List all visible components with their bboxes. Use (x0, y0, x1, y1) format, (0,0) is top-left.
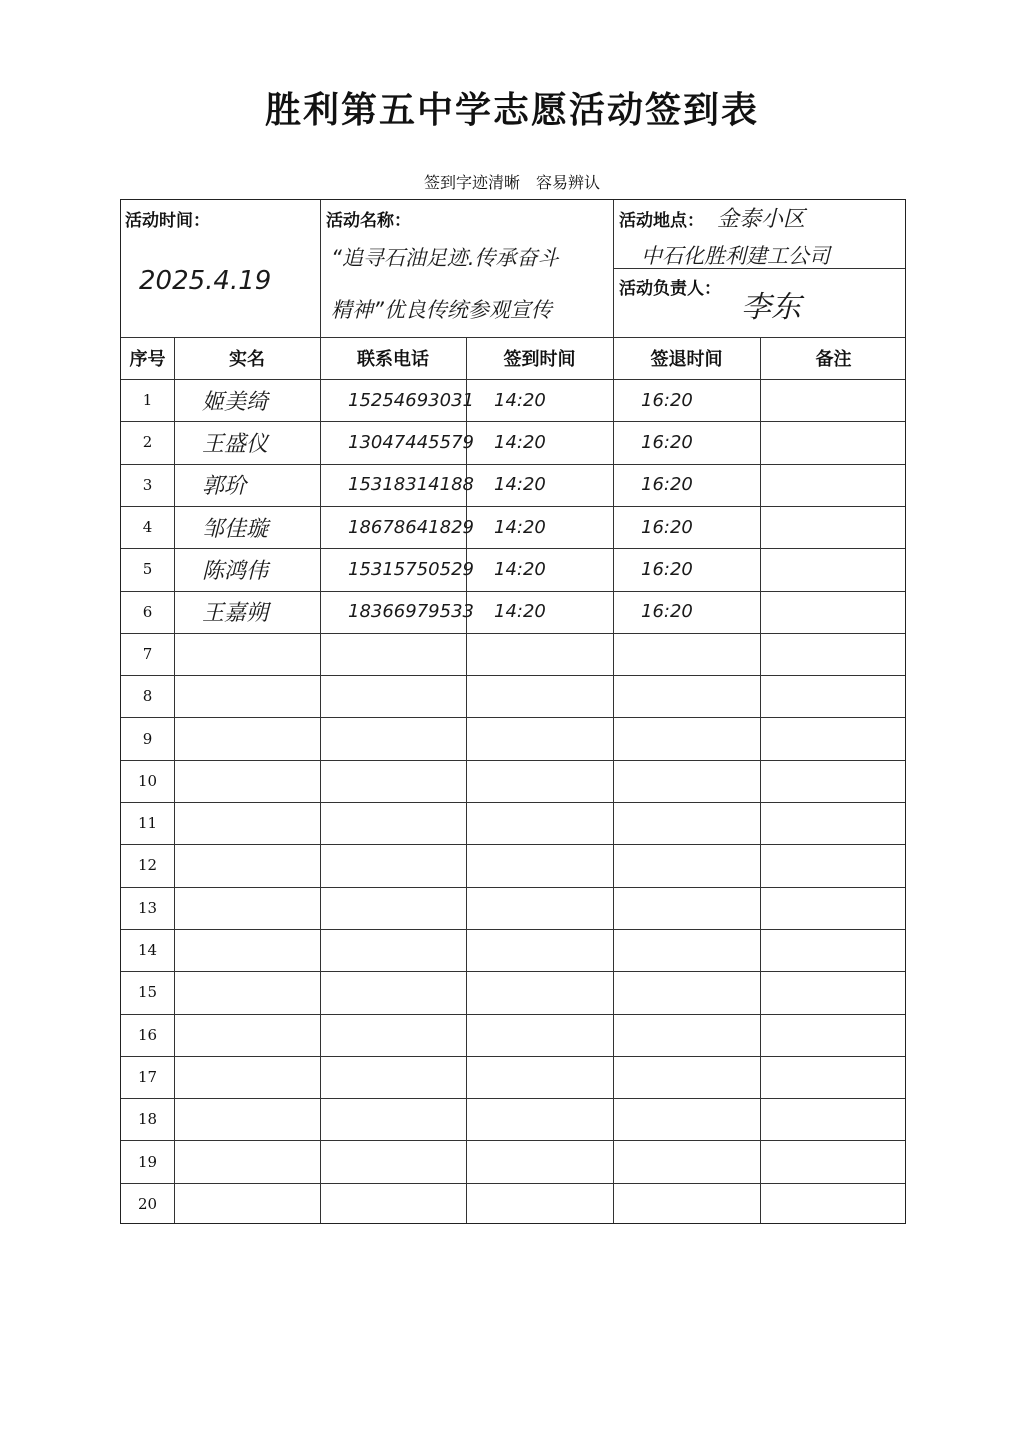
row-2-note[interactable] (760, 421, 907, 463)
row-11-phone[interactable] (320, 802, 466, 844)
row-12-checkout[interactable] (613, 844, 760, 886)
row-16-name[interactable] (174, 1014, 320, 1056)
activity-name-value-line2: 精神”优良传统参观宣传 (331, 298, 552, 322)
row-3-checkin[interactable]: 14:20 (494, 474, 546, 496)
row-15-seq: 15 (137, 983, 158, 1002)
row-13-checkout[interactable] (613, 887, 760, 929)
row-7-seq: 7 (142, 644, 153, 663)
row-6-checkout[interactable]: 16:20 (641, 601, 693, 623)
row-5-seq: 5 (142, 560, 153, 579)
row-9-name[interactable] (174, 717, 320, 759)
row-14-checkin[interactable] (466, 929, 613, 971)
row-4-seq: 4 (142, 518, 153, 537)
signin-sheet (120, 199, 906, 1224)
row-17-checkin[interactable] (466, 1056, 613, 1098)
row-11-name[interactable] (174, 802, 320, 844)
row-9-checkout[interactable] (613, 717, 760, 759)
activity-name-value-line1: “追寻石油足迹.传承奋斗 (331, 246, 559, 270)
row-20-checkin[interactable] (466, 1183, 613, 1225)
row-14-note[interactable] (760, 929, 907, 971)
row-10-phone[interactable] (320, 760, 466, 802)
row-20-note[interactable] (760, 1183, 907, 1225)
row-4-note[interactable] (760, 506, 907, 548)
row-10-checkout[interactable] (613, 760, 760, 802)
row-18-note[interactable] (760, 1098, 907, 1140)
row-2-seq: 2 (142, 433, 153, 452)
activity-leader-label: 活动负责人： (619, 279, 721, 299)
row-16-note[interactable] (760, 1014, 907, 1056)
row-5-name[interactable]: 陈鸿伟 (202, 558, 269, 584)
row-14-name[interactable] (174, 929, 320, 971)
column-header-note: 备注 (815, 349, 852, 370)
activity-leader-signature: 李东 (741, 290, 801, 325)
row-5-checkin[interactable]: 14:20 (494, 558, 546, 580)
row-11-seq: 11 (137, 814, 158, 833)
row-3-seq: 3 (142, 475, 153, 494)
row-19-note[interactable] (760, 1140, 907, 1182)
row-8-note[interactable] (760, 675, 907, 717)
row-3-phone[interactable]: 15318314188 (348, 474, 474, 496)
row-19-checkin[interactable] (466, 1140, 613, 1182)
row-16-phone[interactable] (320, 1014, 466, 1056)
row-10-seq: 10 (137, 771, 158, 790)
row-2-checkin[interactable]: 14:20 (494, 431, 546, 453)
row-9-seq: 9 (142, 729, 153, 748)
row-9-checkin[interactable] (466, 717, 613, 759)
column-header-checkin: 签到时间 (503, 349, 576, 370)
info-divider-1 (320, 200, 321, 337)
row-16-checkin[interactable] (466, 1014, 613, 1056)
row-6-checkin[interactable]: 14:20 (494, 601, 546, 623)
row-8-checkout[interactable] (613, 675, 760, 717)
row-1-phone[interactable]: 15254693031 (348, 389, 474, 411)
activity-location-value-line1: 金泰小区 (717, 207, 806, 232)
row-10-name[interactable] (174, 760, 320, 802)
row-17-checkout[interactable] (613, 1056, 760, 1098)
column-header-seq: 序号 (129, 349, 166, 370)
row-15-note[interactable] (760, 971, 907, 1013)
row-10-checkin[interactable] (466, 760, 613, 802)
row-1-checkout[interactable]: 16:20 (641, 389, 693, 411)
row-4-name[interactable]: 邹佳璇 (202, 516, 269, 542)
activity-time-value: 2025.4.19 (139, 266, 272, 296)
row-14-phone[interactable] (320, 929, 466, 971)
row-8-checkin[interactable] (466, 675, 613, 717)
row-7-note[interactable] (760, 633, 907, 675)
row-20-name[interactable] (174, 1183, 320, 1225)
row-4-checkout[interactable]: 16:20 (641, 516, 693, 538)
row-3-name[interactable]: 郭玠 (202, 474, 247, 500)
row-11-checkin[interactable] (466, 802, 613, 844)
row-13-phone[interactable] (320, 887, 466, 929)
row-20-seq: 20 (137, 1194, 158, 1213)
row-15-phone[interactable] (320, 971, 466, 1013)
row-5-note[interactable] (760, 548, 907, 590)
row-3-note[interactable] (760, 464, 907, 506)
row-15-checkin[interactable] (466, 971, 613, 1013)
row-7-checkout[interactable] (613, 633, 760, 675)
row-18-checkout[interactable] (613, 1098, 760, 1140)
row-2-checkout[interactable]: 16:20 (641, 431, 693, 453)
page-title: 胜利第五中学志愿活动签到表 (264, 89, 759, 131)
row-5-phone[interactable]: 15315750529 (348, 558, 474, 580)
row-9-phone[interactable] (320, 717, 466, 759)
row-12-phone[interactable] (320, 844, 466, 886)
row-16-seq: 16 (137, 1025, 158, 1044)
activity-time-label: 活动时间： (125, 211, 210, 231)
row-17-name[interactable] (174, 1056, 320, 1098)
row-20-phone[interactable] (320, 1183, 466, 1225)
row-6-note[interactable] (760, 591, 907, 633)
row-7-checkin[interactable] (466, 633, 613, 675)
row-3-checkout[interactable]: 16:20 (641, 474, 693, 496)
row-11-checkout[interactable] (613, 802, 760, 844)
row-1-seq: 1 (142, 391, 153, 410)
row-13-note[interactable] (760, 887, 907, 929)
activity-location-value-line2: 中石化胜利建工公司 (641, 244, 830, 268)
row-17-seq: 17 (137, 1067, 158, 1086)
activity-name-label: 活动名称： (326, 211, 411, 231)
row-19-seq: 19 (137, 1152, 158, 1171)
row-8-name[interactable] (174, 675, 320, 717)
row-18-name[interactable] (174, 1098, 320, 1140)
row-6-name[interactable]: 王嘉朔 (202, 601, 269, 627)
column-header-checkout: 签退时间 (650, 349, 723, 370)
row-14-seq: 14 (137, 941, 158, 960)
row-12-note[interactable] (760, 844, 907, 886)
row-7-name[interactable] (174, 633, 320, 675)
row-17-note[interactable] (760, 1056, 907, 1098)
row-7-phone[interactable] (320, 633, 466, 675)
page-subtitle: 签到字迹清晰 容易辨认 (423, 173, 600, 192)
row-19-checkout[interactable] (613, 1140, 760, 1182)
row-13-checkin[interactable] (466, 887, 613, 929)
activity-location-label: 活动地点： (619, 211, 704, 231)
row-12-checkin[interactable] (466, 844, 613, 886)
row-13-seq: 13 (137, 898, 158, 917)
row-1-name[interactable]: 姬美绮 (202, 389, 269, 415)
row-8-phone[interactable] (320, 675, 466, 717)
row-1-note[interactable] (760, 379, 907, 421)
row-15-checkout[interactable] (613, 971, 760, 1013)
row-18-seq: 18 (137, 1110, 158, 1129)
row-6-seq: 6 (142, 602, 153, 621)
row-6-phone[interactable]: 18366979533 (348, 601, 474, 623)
row-15-name[interactable] (174, 971, 320, 1013)
row-19-name[interactable] (174, 1140, 320, 1182)
row-10-note[interactable] (760, 760, 907, 802)
row-5-checkout[interactable]: 16:20 (641, 558, 693, 580)
column-header-phone: 联系电话 (357, 349, 429, 370)
row-19-phone[interactable] (320, 1140, 466, 1182)
row-4-checkin[interactable]: 14:20 (494, 516, 546, 538)
column-header-name: 实名 (229, 349, 265, 370)
row-14-checkout[interactable] (613, 929, 760, 971)
row-11-note[interactable] (760, 802, 907, 844)
row-1-checkin[interactable]: 14:20 (494, 389, 546, 411)
row-4-phone[interactable]: 18678641829 (348, 516, 474, 538)
row-12-seq: 12 (137, 856, 158, 875)
row-20-checkout[interactable] (613, 1183, 760, 1225)
row-9-note[interactable] (760, 717, 907, 759)
row-8-seq: 8 (142, 687, 153, 706)
row-18-phone[interactable] (320, 1098, 466, 1140)
row-16-checkout[interactable] (613, 1014, 760, 1056)
row-2-name[interactable]: 王盛仪 (202, 431, 269, 457)
row-17-phone[interactable] (320, 1056, 466, 1098)
row-2-phone[interactable]: 13047445579 (348, 431, 474, 453)
row-12-name[interactable] (174, 844, 320, 886)
row-13-name[interactable] (174, 887, 320, 929)
row-18-checkin[interactable] (466, 1098, 613, 1140)
